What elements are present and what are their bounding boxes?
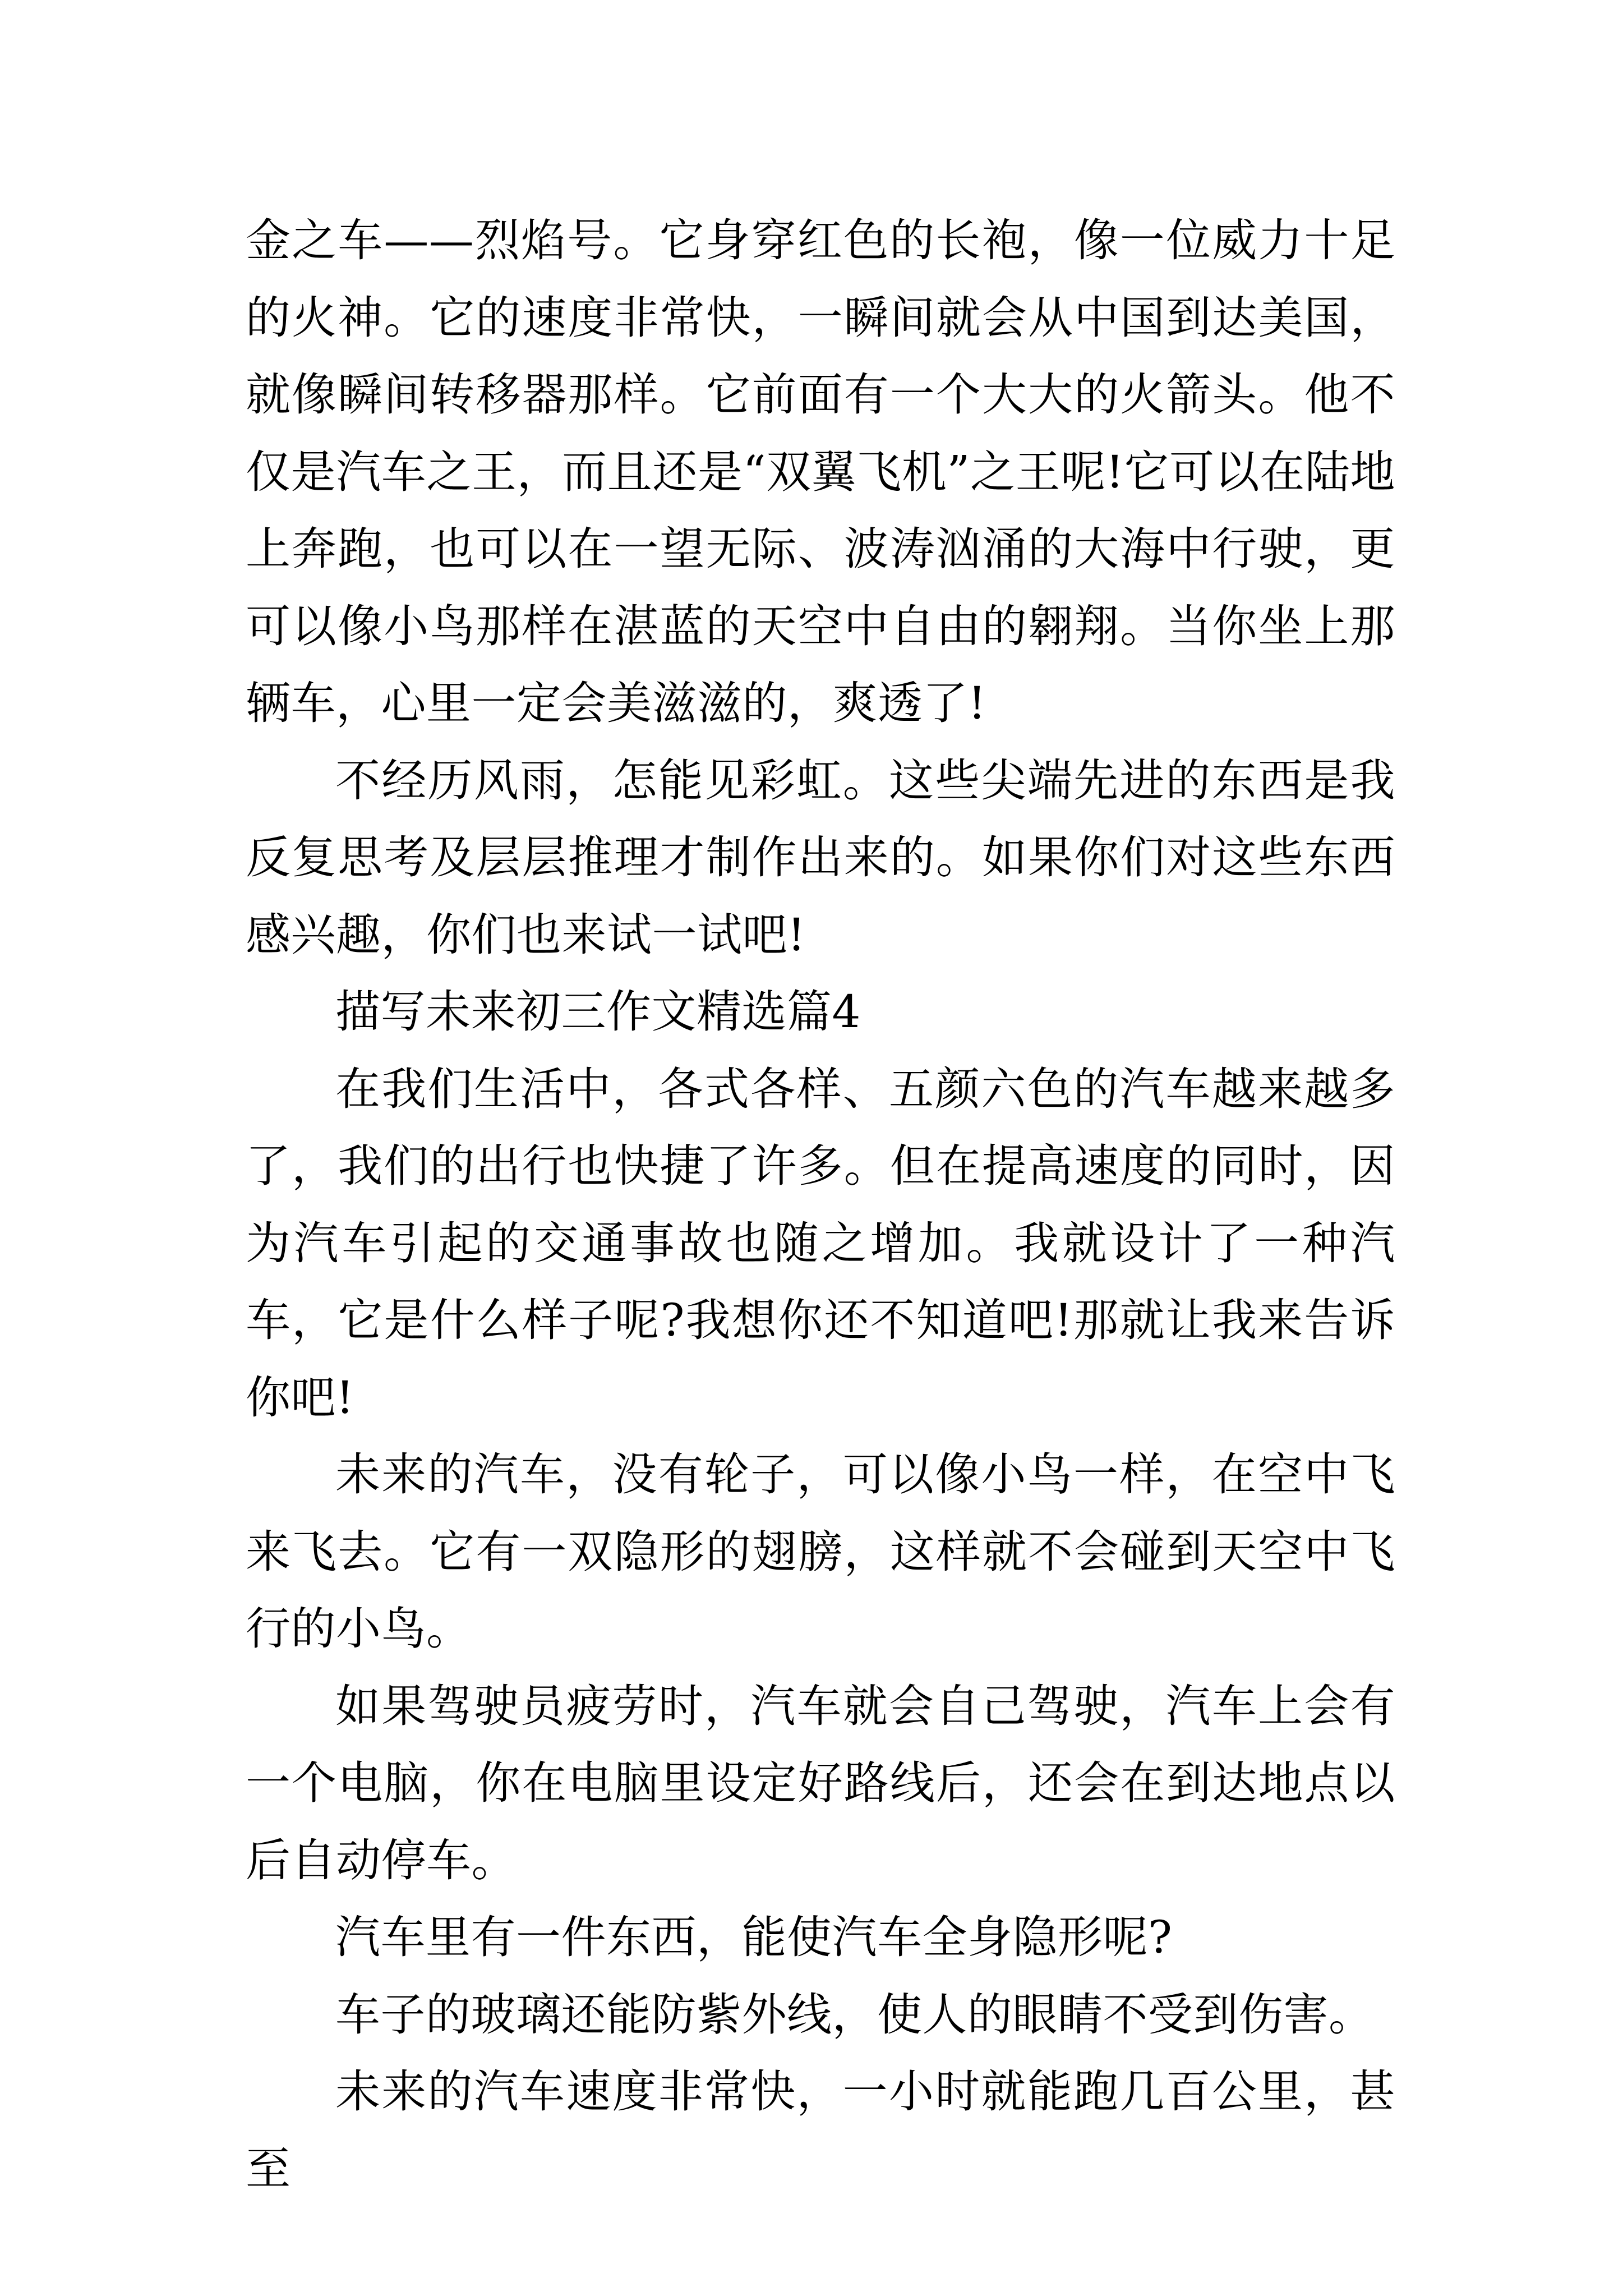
paragraph-speed: 未来的汽车速度非常快，一小时就能跑几百公里，甚至 (246, 2065, 1395, 2195)
paragraph-continuation: 金之车——烈焰号。它身穿红色的长袍，像一位威力十足的火神。它的速度非常快，一瞬间就会从中国到达美国，就像瞬间转移器那样。它前面有一个大大的火箭头。他不仅是汽车之王，而且还是“双翼飞机”之王呢!它可以在陆地上奔跑，也可以在一望无际、波涛汹涌的大海中行驶，更可以像小鸟那样在湛蓝的天空中自由的翱翔。当你坐上那辆车，心里一定会美滋滋的，爽透了! (246, 214, 1395, 729)
paragraph-flying: 未来的汽车，没有轮子，可以像小鸟一样，在空中飞来飞去。它有一双隐形的翅膀，这样就不会碰到天空中飞行的小鸟。 (246, 1448, 1395, 1655)
section-heading: 描写未来初三作文精选篇4 (335, 986, 861, 1038)
paragraph-intro: 在我们生活中，各式各样、五颜六色的汽车越来越多了，我们的出行也快捷了许多。但在提高速度的同时，因为汽车引起的交通事故也随之增加。我就设计了一种汽车，它是什么样子呢?我想你还不知道吧!那就让我来告诉你吧! (246, 1062, 1395, 1424)
paragraph-autopilot: 如果驾驶员疲劳时，汽车就会自己驾驶，汽车上会有一个电脑，你在电脑里设定好路线后，还会在到达地点以后自动停车。 (246, 1680, 1395, 1887)
document-body (246, 202, 1395, 2207)
paragraph-invisible: 汽车里有一件东西，能使汽车全身隐形呢? (335, 1911, 1173, 1963)
paragraph-glass: 车子的玻璃还能防紫外线，使人的眼睛不受到伤害。 (335, 1988, 1374, 2041)
paragraph-conclusion: 不经历风雨，怎能见彩虹。这些尖端先进的东西是我反复思考及层层推理才制作出来的。如果你们对这些东西感兴趣，你们也来试一试吧! (246, 754, 1395, 961)
